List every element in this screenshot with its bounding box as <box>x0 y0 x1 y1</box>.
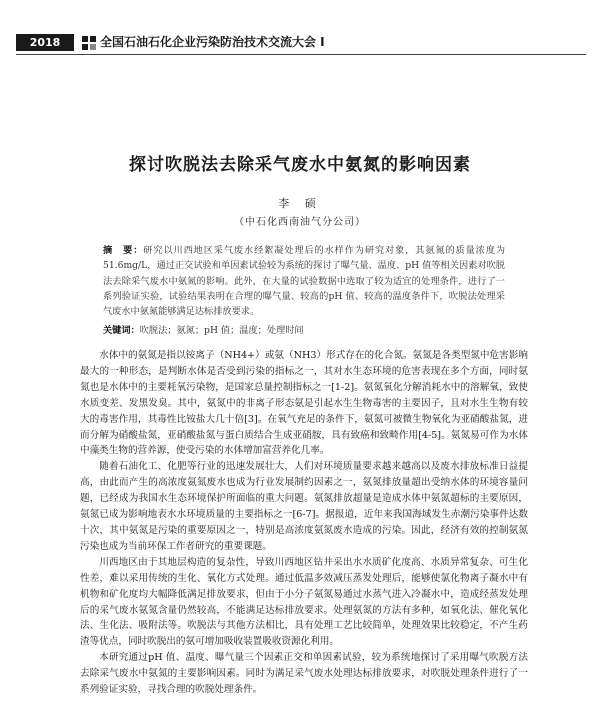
body-paragraph: 本研究通过pH 值、温度、曝气量三个因素正交和单因素试验，较为系统地探讨了采用曝气吹脱方法去除采气废水中氨氮的主要影响因素。同时为满足采气废水处理达标排放要求，对吹脱处理条件进行了一系列验证实验，寻找合理的吹脱处理条件。 <box>80 652 528 696</box>
keywords-label: 关键词： <box>103 325 140 336</box>
abstract <box>103 243 505 319</box>
abstract-text: 研究以川西地区采气废水经絮凝处理后的水样作为研究对象，其氨氮的质量浓度为51.6mg/L，通过正交试验和单因素试验较为系统的探讨了曝气量、温度、pH 值等相关因素对吹脱法去除采气废水中氨氮的影响。此外，在大量的试验数据中选取了较为适宜的处理条件，进行了一系列验证实验，试验结果表明在合理的曝气量、较高的pH 值、较高的温度条件下，吹脱法处理采气废水中氨氮能够满足达标排放要求。 <box>103 245 506 318</box>
keywords <box>103 323 505 338</box>
abstract-label: 摘 要： <box>103 245 144 256</box>
author-affiliation: （中石化西南油气分公司） <box>234 217 366 228</box>
body-paragraph: 随着石油化工、化肥等行业的迅速发展壮大，人们对环境质量要求越来越高以及废水排放标准日益提高，由此而产生的高浓度氨氮废水也成为行业发展制约因素之一，氨氮排放量超出受纳水体的环境容量问题，已经成为我国水生态环境保护所面临的重大问题。氨氮排放超量是造成水体中氨氮超标的主要原因，氨氮已成为影响地表水水环境质量的主要指标之一[6-7]。据报道，近年来我国海域发生赤潮污染事件达数十次，其中氨氮是污染的重要原因之一，特别是高浓度氨氮废水造成的污染。因此，经济有效的控制氨氮污染也成为当前环保工作者研究的重要课题。 <box>80 461 528 552</box>
body-text <box>80 348 528 698</box>
header-divider <box>16 54 586 55</box>
author-name: 李 硕 <box>278 197 322 210</box>
paper-title: 探讨吹脱法去除采气废水中氨氮的影响因素 <box>129 155 471 175</box>
running-header <box>16 34 586 52</box>
body-paragraph: 水体中的氨氮是指以铵离子（NH4+）或氨（NH3）形式存在的化合氮。氨氮是各类型氮中危害影响最大的一种形态，是判断水体是否受到污染的指标之一，其对水生态环境的危害表现在多个方面，同时氨氮也是水体中的主要耗氧污染物，是国家总量控制指标之一[1-2]。氨氮氧化分解消耗水中的溶解氧，致使水质变差、发黑发臭。其中，氨氮中的非离子形态氨是引起水生生物毒害的主要因子，且对水生生物有较大的毒害作用，其毒性比铵盐大几十倍[3]。在氧气充足的条件下，氨氮可被微生物氧化为亚硝酸盐氮，进而分解为硝酸盐氮，亚硝酸盐氮与蛋白质结合生成亚硝胺，具有致癌和致畸作用[4-5]。氨氮易可作为水体中藻类生物的营养源，使受污染的水体增加富营养化几率。 <box>80 350 528 457</box>
conference-logo-icon <box>82 36 96 50</box>
conference-title: 全国石油石化企业污染防治技术交流大会 I <box>100 35 325 49</box>
year-badge: 2018 <box>16 34 74 51</box>
keywords-text: 吹脱法；氨氮；pH 值；温度；处理时间 <box>139 325 304 336</box>
body-paragraph: 川西地区由于其地层构造的复杂性，导致川西地区钻井采出水水质矿化度高、水质异常复杂、可生化性差，难以采用传统的生化、氧化方式处理。通过低温多效减压蒸发处理后，能够使氯化物离子凝水中有机物和矿化度均大幅降低满足排放要求，但由于小分子氨氮易通过水蒸气进入冷凝水中，造成经蒸发处理后的采气废水氨氮含量仍然较高，不能满足达标排放要求。处理氨氮的方法有多种，如氧化法、催化氧化法、生化法、吸附法等。吹脱法与其他方法相比，具有处理工艺比较简单，处理效果比较稳定，不产生药渣等优点，同时吹脱出的氨可增加吸收装置吸收资源化利用。 <box>80 556 528 648</box>
